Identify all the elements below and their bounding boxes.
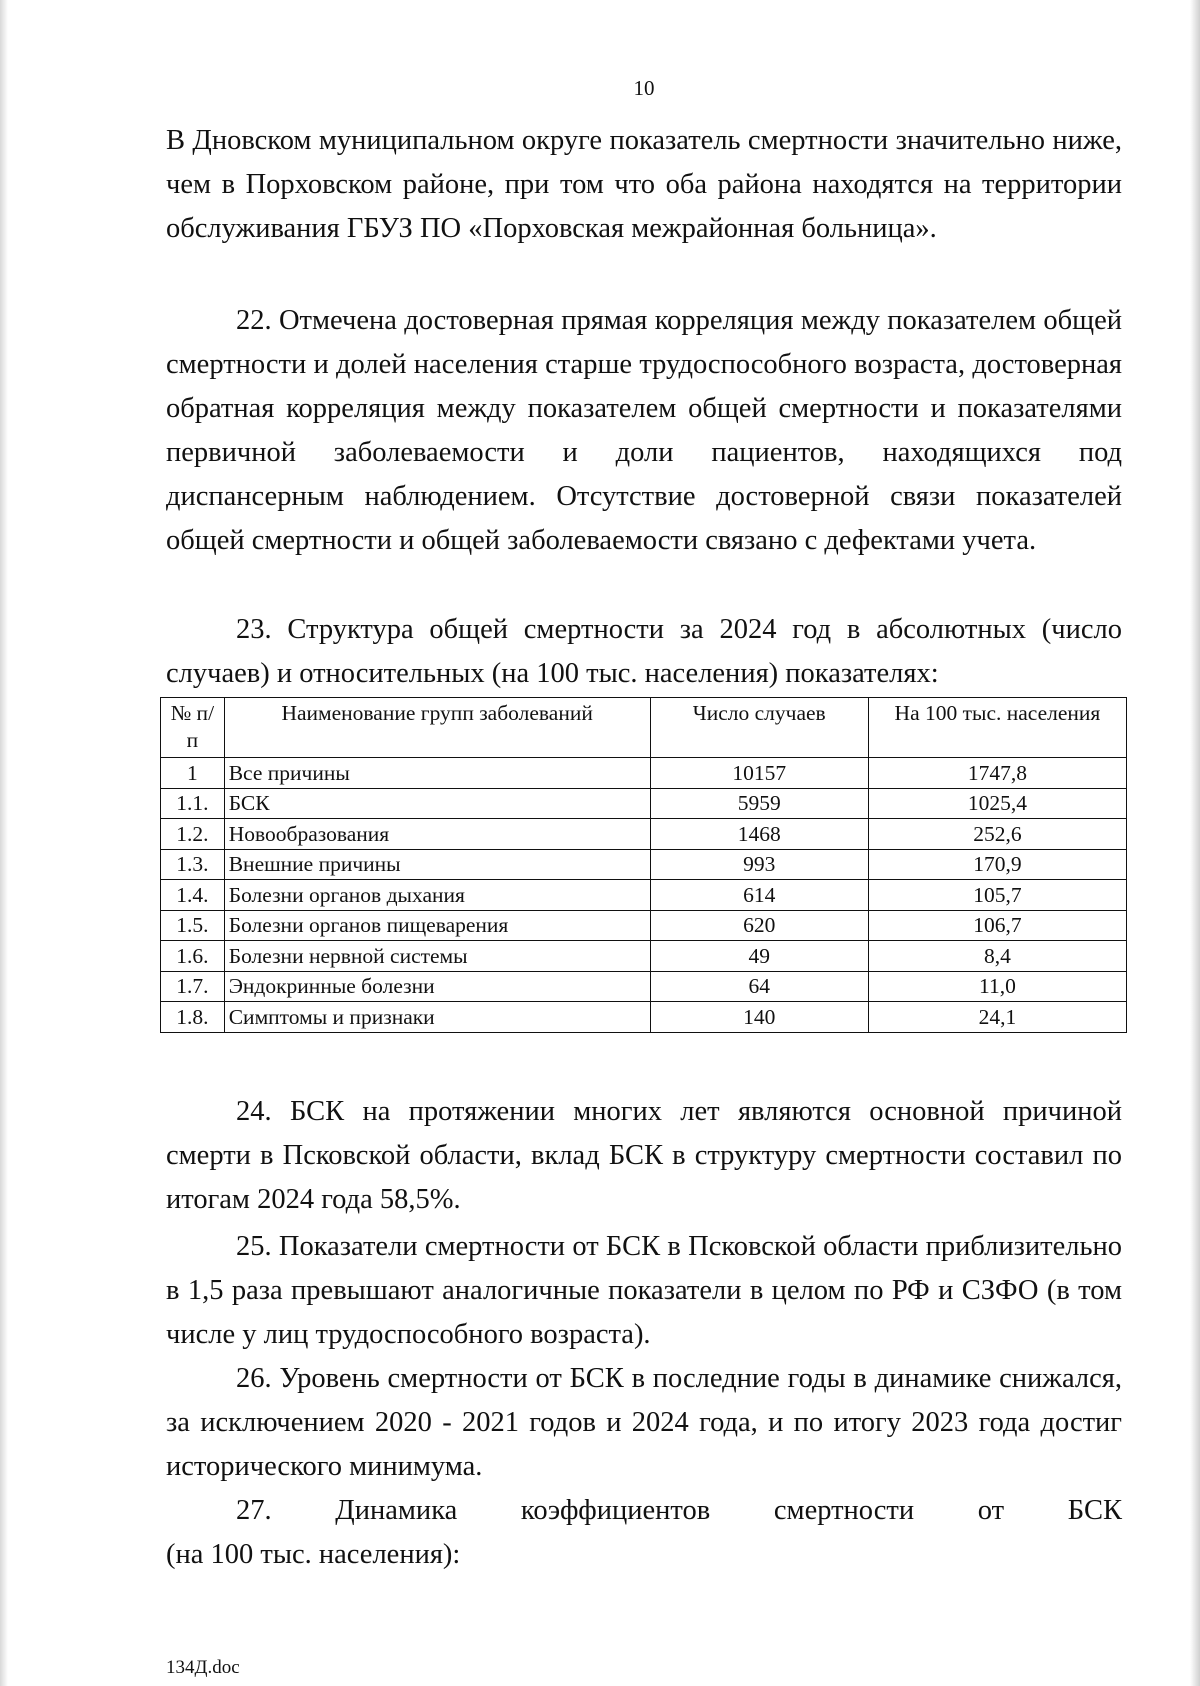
cell-rate: 106,7 [868,910,1126,941]
cell-num: 1.7. [161,971,225,1002]
cell-cases: 1468 [650,819,868,850]
cell-rate: 8,4 [868,941,1126,972]
cell-rate: 24,1 [868,1002,1126,1033]
table-row [161,971,1127,1002]
cell-cases: 620 [650,910,868,941]
cell-num: 1 [161,758,225,789]
paragraph-27-line-1: 27. Динамика коэффициентов смертности от БСК [236,1495,1122,1526]
cell-rate: 11,0 [868,971,1126,1002]
cell-rate: 170,9 [868,849,1126,880]
paragraph-25: 25. Показатели смертности от БСК в Псковской области приблизительно в 1,5 раза превышают аналогичные показатели в целом по РФ и СЗФО (в том числе у лиц трудоспособного возраста). [166,1231,1122,1350]
paragraph-27-line-2: (на 100 тыс. населения): [166,1539,461,1570]
cell-name: Симптомы и признаки [224,1002,650,1033]
cell-num: 1.8. [161,1002,225,1033]
cell-rate: 1747,8 [868,758,1126,789]
cell-cases: 140 [650,1002,868,1033]
table-row [161,941,1127,972]
table-row [161,819,1127,850]
table-row [161,910,1127,941]
paragraph-22: 22. Отмечена достоверная прямая корреляция между показателем общей смертности и долей населения старше трудоспособного возраста, достоверная обратная корреляция между показателем общей смертности и показателями первичной заболеваемости и доли пациентов, находящихся под диспансерным наблюдением. Отсутствие достоверной связи показателей общей смертности и общей заболеваемости связано с дефектами учета. [166,305,1122,556]
scan-edge-left [0,0,8,1686]
cell-name: Болезни органов пищеварения [224,910,650,941]
cell-num: 1.2. [161,819,225,850]
paragraph-23: 23. Структура общей смертности за 2024 год в абсолютных (число случаев) и относительных (на 100 тыс. населения) показателях: [166,614,1122,689]
cell-num: 1.6. [161,941,225,972]
header-cases: Число случаев [650,698,868,758]
table-row [161,758,1127,789]
cell-num: 1.1. [161,788,225,819]
cell-cases: 64 [650,971,868,1002]
cell-name: БСК [224,788,650,819]
table-row [161,1002,1127,1033]
paragraph-24: 24. БСК на протяжении многих лет являются основной причиной смерти в Псковской области, вклад БСК в структуру смертности составил по итогам 2024 года 58,5%. [166,1096,1122,1215]
cell-cases: 49 [650,941,868,972]
cell-cases: 10157 [650,758,868,789]
table-row [161,880,1127,911]
cell-rate: 105,7 [868,880,1126,911]
cell-rate: 252,6 [868,819,1126,850]
scan-edge-right [1190,0,1200,1686]
table-header-row [161,698,1127,758]
cell-num: 1.4. [161,880,225,911]
cell-cases: 993 [650,849,868,880]
header-rate: На 100 тыс. населения [868,698,1126,758]
mortality-structure-table [160,697,1127,1033]
header-name: Наименование групп заболеваний [224,698,650,758]
cell-rate: 1025,4 [868,788,1126,819]
cell-name: Болезни органов дыхания [224,880,650,911]
paragraph-27 [166,1489,1122,1577]
cell-name: Эндокринные болезни [224,971,650,1002]
cell-num: 1.5. [161,910,225,941]
table-row [161,849,1127,880]
cell-name: Болезни нервной системы [224,941,650,972]
cell-name: Внешние причины [224,849,650,880]
footer-filename: 134Д.doc [166,1657,240,1678]
cell-name: Все причины [224,758,650,789]
cell-cases: 614 [650,880,868,911]
table-row [161,788,1127,819]
cell-name: Новообразования [224,819,650,850]
paragraph-intro: В Дновском муниципальном округе показатель смертности значительно ниже, чем в Порховском районе, при том что оба района находятся на территории обслуживания ГБУЗ ПО «Порховская межрайонная больница». [166,125,1122,244]
page-number: 10 [633,76,655,100]
paragraph-26: 26. Уровень смертности от БСК в последние годы в динамике снижался, за исключением 2020 - 2021 годов и 2024 года, и по итогу 2023 года достиг исторического минимума. [166,1363,1122,1482]
header-num: № п/п [161,698,225,758]
cell-cases: 5959 [650,788,868,819]
cell-num: 1.3. [161,849,225,880]
table-body [161,758,1127,1033]
